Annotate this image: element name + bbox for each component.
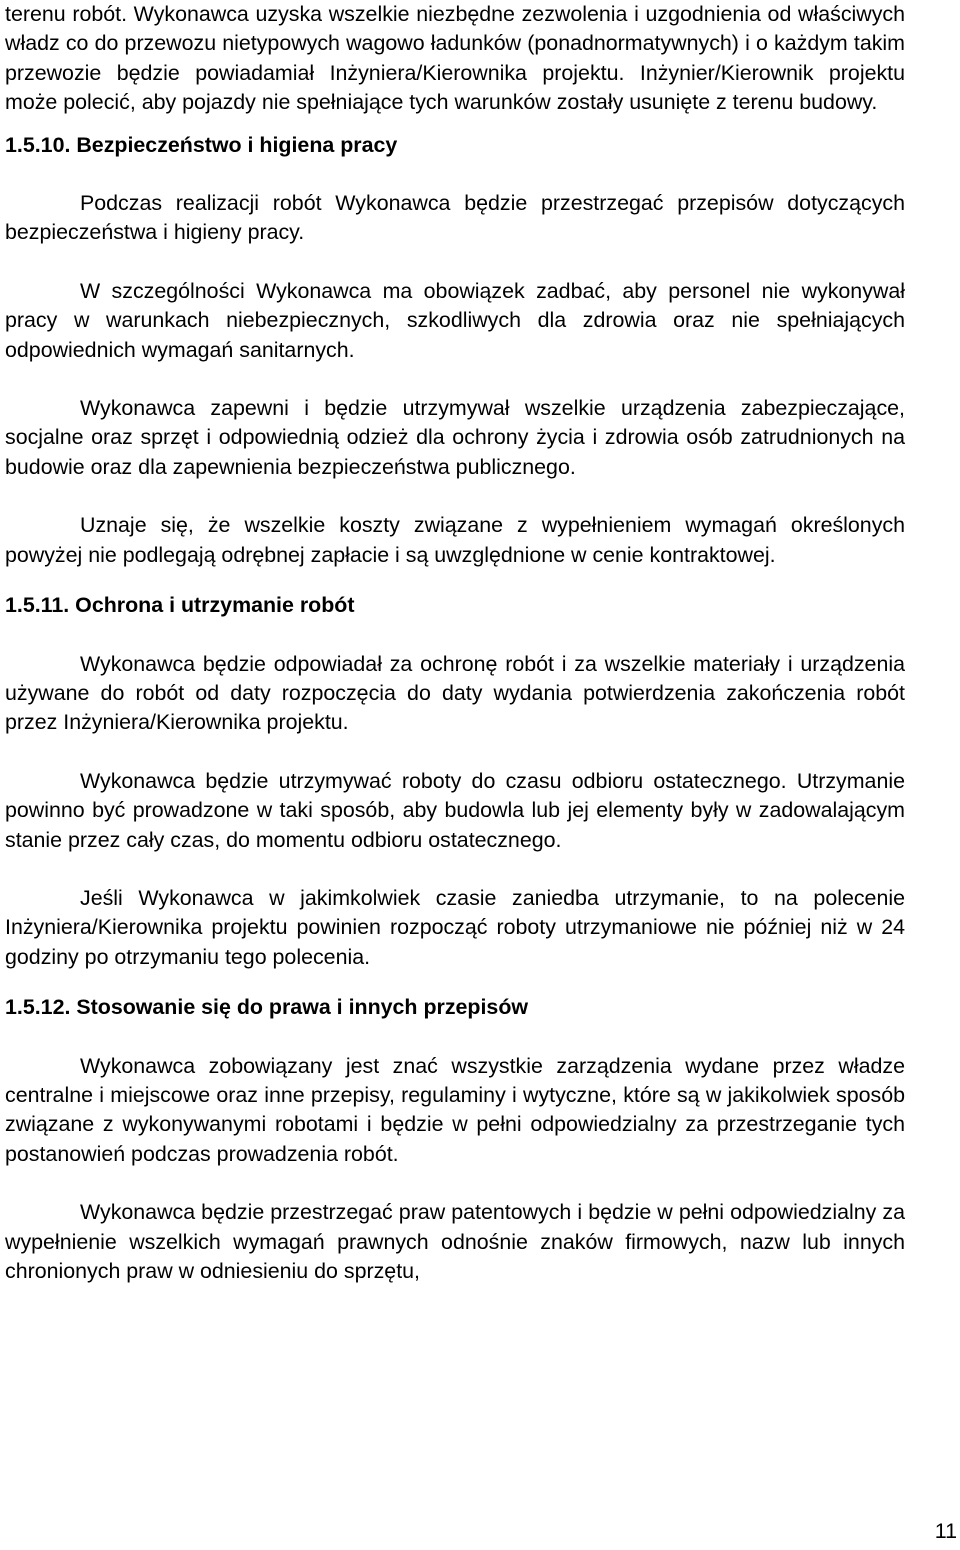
- intro-paragraph: terenu robót. Wykonawca uzyska wszelkie niezbędne zezwolenia i uzgodnienia od właściwych władz co do przewozu nietypowych wagowo ładunków (ponadnormatywnych) i o każdym takim przewozie będzie powiadamiał Inżyniera/Kierownika projektu. Inżynier/Kierownik projektu może polecić, aby pojazdy nie spełniające tych warunków zostały usunięte z terenu budowy.: [5, 2, 905, 115]
- paragraph: Wykonawca będzie odpowiadał za ochronę robót i za wszelkie materiały i urządzenia używane do robót od daty rozpoczęcia do daty wydania potwierdzenia zakończenia robót przez Inżyniera/Kierownika projektu.: [5, 651, 905, 735]
- paragraph: Wykonawca zapewni i będzie utrzymywał wszelkie urządzenia zabezpieczające, socjalne oraz sprzęt i odpowiednią odzież dla ochrony życia i zdrowia osób zatrudnionych na budowie oraz dla zapewnienia bezpieczeństwa publicznego.: [5, 396, 905, 479]
- page-number: 11: [934, 1519, 957, 1543]
- section-heading-1-5-12: 1.5.12. Stosowanie się do prawa i innych przepisów: [5, 995, 529, 1020]
- document-page: [5, 0, 905, 1286]
- paragraph: W szczególności Wykonawca ma obowiązek zadbać, aby personel nie wykonywał pracy w warunkach niebezpiecznych, szkodliwych dla zdrowia oraz nie spełniających odpowiednich wymagań sanitarnych.: [5, 278, 905, 362]
- paragraph: Wykonawca zobowiązany jest znać wszystkie zarządzenia wydane przez władze centralne i miejscowe oraz inne przepisy, regulaminy i wytyczne, które są w jakikolwiek sposób związane z wykonywanymi robotami i będzie w pełni odpowiedzialny za przestrzeganie tych postanowień podczas prowadzenia robót.: [5, 1053, 905, 1166]
- section-heading-1-5-10: 1.5.10. Bezpieczeństwo i higiena pracy: [5, 132, 398, 157]
- paragraph: Uznaje się, że wszelkie koszty związane z wypełnieniem wymagań określonych powyżej nie podlegają odrębnej zapłacie i są uwzględnione w cenie kontraktowej.: [5, 513, 905, 567]
- paragraph: Jeśli Wykonawca w jakimkolwiek czasie zaniedba utrzymanie, to na polecenie Inżyniera/Kierownika projektu powinien rozpocząć roboty utrzymaniowe nie później niż w 24 godziny po otrzymaniu tego polecenia.: [5, 885, 905, 969]
- paragraph: Wykonawca będzie utrzymywać roboty do czasu odbioru ostatecznego. Utrzymanie powinno być prowadzone w taki sposób, aby budowla lub jej elementy były w zadowalającym stanie przez cały czas, do momentu odbioru ostatecznego.: [5, 768, 905, 852]
- paragraph: Wykonawca będzie przestrzegać praw patentowych i będzie w pełni odpowiedzialny za wypełnienie wszelkich wymagań prawnych odnośnie znaków firmowych, nazw lub innych chronionych praw w odniesieniu do sprzętu,: [5, 1200, 905, 1283]
- section-heading-1-5-11: 1.5.11. Ochrona i utrzymanie robót: [5, 593, 355, 618]
- paragraph: Podczas realizacji robót Wykonawca będzie przestrzegać przepisów dotyczących bezpieczeństwa i higieny pracy.: [5, 191, 905, 245]
